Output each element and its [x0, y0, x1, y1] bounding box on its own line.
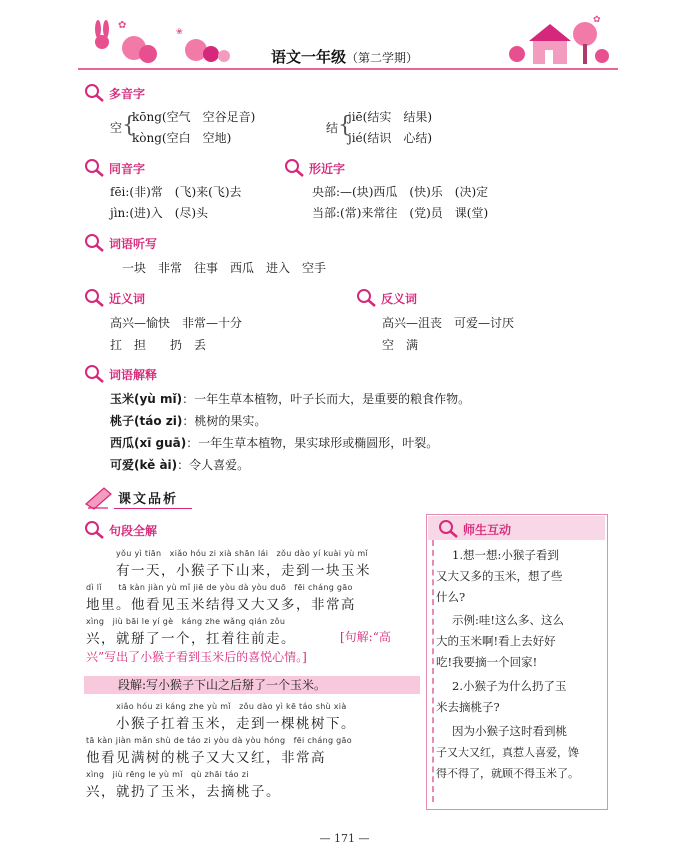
antonym-line: 空 满	[382, 338, 419, 352]
gloss-item	[110, 433, 438, 453]
gloss-definition: ：一年生草本植物，果实球形或椭圆形，叶裂。	[186, 436, 439, 450]
pinyin-line: xìng jiù bāi le yí gè káng zhe wǎng qián zǒu	[86, 617, 286, 626]
section-heading: 反义词	[381, 291, 418, 306]
brace-icon: {	[122, 113, 136, 138]
gloss-term: 玉米(yù mǐ)	[110, 392, 183, 406]
section-word-explanation	[84, 364, 157, 384]
pinyin-line: xiǎo hóu zi káng zhe yù mǐ zǒu dào yì kē táo shù xià	[116, 702, 347, 711]
text-line: 兴，就扔了玉米，去摘桃子。	[86, 784, 281, 800]
section-polyphonic	[84, 83, 145, 103]
interaction-line: 大的玉米啊!看上去好好	[436, 634, 556, 648]
homophone-line: fēi:(非)常 (飞)来(飞)去	[110, 185, 242, 199]
gloss-item	[110, 455, 249, 475]
interaction-line: 1.想一想:小猴子看到	[452, 548, 559, 562]
interaction-line: 示例:哇!这么多、这么	[452, 613, 564, 627]
polyphonic-jie-1: jiē(结实 结果)	[348, 110, 433, 124]
interaction-line: 因为小猴子这时看到桃	[452, 724, 567, 738]
svg-text:✿: ✿	[593, 15, 601, 25]
gloss-definition: ：令人喜爱。	[177, 458, 250, 472]
magnifier-icon	[284, 158, 306, 178]
interaction-line: 子又大又红，真惹人喜爱，馋	[436, 746, 579, 759]
interaction-line: 米去摘桃子?	[436, 700, 500, 714]
banner-title: 课文品析	[118, 492, 179, 507]
section-similar-form	[284, 158, 345, 178]
interaction-line: 2.小猴子为什么扔了玉	[452, 679, 567, 693]
magnifier-icon	[84, 158, 106, 178]
section-heading: 词语解释	[109, 367, 158, 382]
gloss-definition: ：桃树的果实。	[182, 414, 267, 428]
section-heading: 多音字	[109, 86, 146, 101]
section-heading: 同音字	[109, 161, 146, 176]
gloss-item	[110, 411, 266, 431]
synonym-line: 扛 担 扔 丢	[110, 338, 207, 352]
section-synonyms	[84, 288, 145, 308]
section-heading: 近义词	[109, 291, 146, 306]
magnifier-icon	[438, 519, 460, 539]
homophone-line: jìn:(进)入 (尽)头	[110, 206, 209, 220]
section-heading: 词语听写	[109, 236, 158, 251]
gloss-item	[110, 389, 470, 409]
gloss-term: 可爱(kě ài)	[110, 458, 178, 472]
paragraph-summary: 段解:写小猴子下山之后掰了一个玉米。	[118, 678, 327, 692]
magnifier-icon	[84, 288, 106, 308]
text-line: 小猴子扛着玉米，走到一棵桃树下。	[116, 716, 356, 732]
text-line: 兴，就掰了一个，扛着往前走。	[86, 631, 296, 647]
interaction-line: 又大又多的玉米，想了些	[436, 569, 563, 583]
banner-underline	[114, 508, 192, 509]
dictation-words: 一块 非常 往事 西瓜 进入 空手	[122, 261, 327, 275]
section-antonyms	[356, 288, 417, 308]
section-homophone	[84, 158, 145, 178]
magnifier-icon	[356, 288, 378, 308]
polyphonic-jie-char: 结	[326, 121, 339, 135]
section-passage-analysis	[84, 520, 157, 540]
interaction-line: 什么?	[436, 590, 466, 604]
sentence-note-full: [句解:“高兴”写出了小猴子看到玉米后的喜悦心情。]	[86, 630, 391, 664]
polyphonic-jie-2: jié(结识 心结)	[348, 131, 433, 145]
magnifier-icon	[84, 233, 106, 253]
text-line: 他看见满树的桃子又大又红，非常高	[86, 750, 326, 766]
polyphonic-kong-1: kōng(空气 空谷足音)	[132, 110, 256, 124]
magnifier-icon	[84, 520, 106, 540]
pinyin-line: yǒu yì tiān xiǎo hóu zi xià shān lái zǒu dào yí kuài yù mǐ	[116, 549, 368, 558]
magnifier-icon	[84, 364, 106, 384]
interaction-line: 吃!我要摘一个回家!	[436, 655, 538, 669]
gloss-term: 桃子(táo zi)	[110, 414, 183, 428]
polyphonic-kong-2: kòng(空白 空地)	[132, 131, 232, 145]
section-dictation	[84, 233, 157, 253]
section-heading: 形近字	[309, 161, 346, 176]
similar-form-line: 央部:—(块)西瓜 (快)乐 (决)定	[312, 185, 489, 199]
similar-form-line: 当部:(常)来常往 (党)员 课(堂)	[312, 206, 489, 220]
pinyin-line: dì lǐ tā kàn jiàn yù mǐ jiē de yòu dà yòu duō fēi cháng gāo	[86, 583, 353, 592]
book-title: 语文一年级	[270, 48, 346, 66]
brace-icon: {	[338, 113, 352, 138]
gloss-definition: ：一年生草本植物，叶子长而大，是重要的粮食作物。	[182, 392, 471, 406]
interaction-line: 得不得了，就顾不得玉米了。	[436, 767, 579, 780]
gloss-term: 西瓜(xī guā)	[110, 436, 187, 450]
lesson-analysis-banner	[84, 484, 194, 512]
text-line: 有一天，小猴子下山来，走到一块玉米	[116, 563, 371, 579]
section-interaction	[438, 519, 511, 539]
text-line: 地里。他看见玉米结得又大又多，非常高	[86, 597, 356, 613]
magnifier-icon	[84, 83, 106, 103]
book-subtitle: （第二学期）	[346, 51, 419, 65]
svg-text:❀: ❀	[176, 27, 183, 36]
synonym-line: 高兴—愉快 非常—十分	[110, 316, 243, 330]
section-heading: 句段全解	[109, 523, 158, 538]
pencil-book-icon	[84, 484, 114, 510]
section-heading: 师生互动	[463, 522, 512, 537]
page-header	[0, 46, 689, 67]
pinyin-line: xìng jiù rēng le yù mǐ qù zhāi táo zi	[86, 770, 249, 779]
pinyin-line: tā kàn jiàn mǎn shù de táo zi yòu dà yòu hóng fēi cháng gāo	[86, 736, 352, 745]
antonym-line: 高兴—沮丧 可爱—讨厌	[382, 316, 515, 330]
polyphonic-kong-char: 空	[110, 121, 123, 135]
svg-text:✿: ✿	[118, 20, 127, 31]
page-number: — 171 —	[319, 832, 370, 845]
